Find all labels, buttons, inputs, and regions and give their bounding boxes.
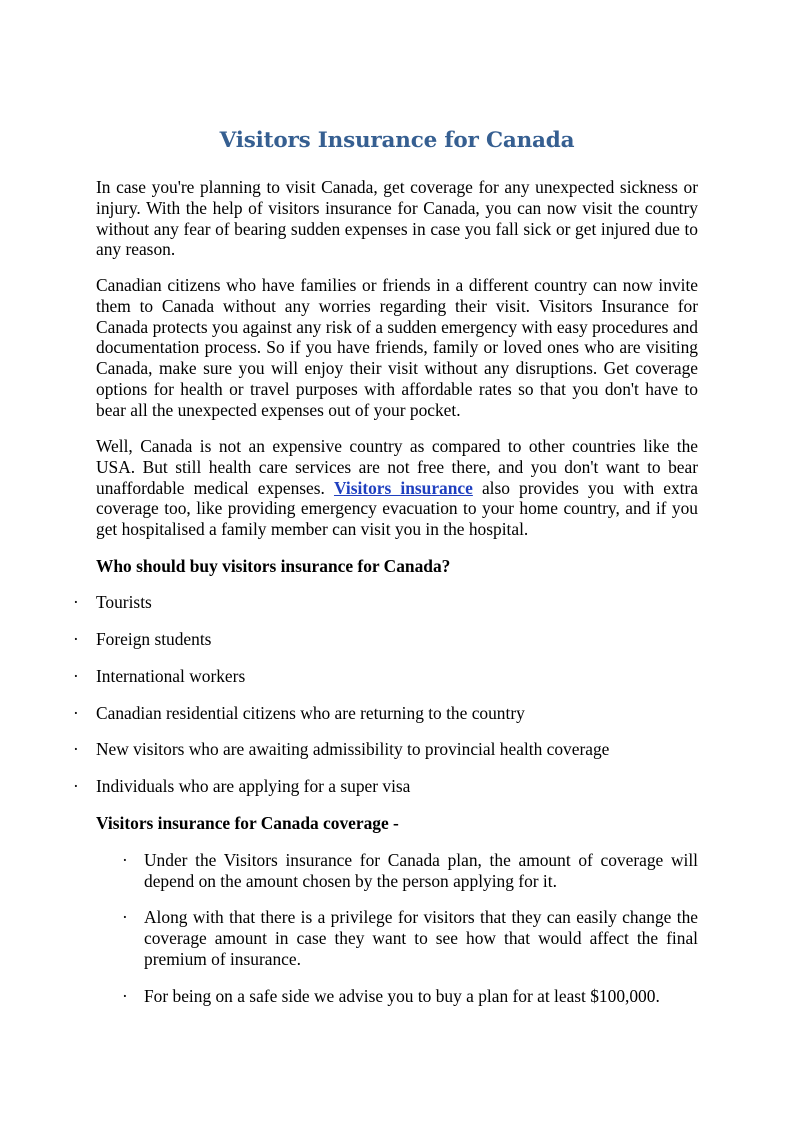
bullet-icon: · bbox=[73, 703, 79, 723]
bullet-icon: · bbox=[73, 739, 79, 759]
visitors-insurance-link[interactable]: Visitors insurance bbox=[333, 477, 473, 498]
bullet-icon: · bbox=[122, 907, 128, 927]
list-item-text: Canadian residential citizens who are returning to the country bbox=[96, 703, 525, 723]
bullet-icon: · bbox=[73, 666, 79, 686]
who-heading: Who should buy visitors insurance for Canada? bbox=[96, 556, 451, 576]
bullet-icon: · bbox=[73, 776, 79, 796]
cost-text-before: Well, Canada is not an expensive country as compared to other countries like the USA. But still health care services are not free there, and you don't want to bear unaffordable medical expenses. bbox=[96, 436, 698, 498]
page-title: Visitors Insurance for Canada bbox=[219, 128, 575, 153]
list-item-text: Individuals who are applying for a super visa bbox=[96, 776, 411, 796]
intro-paragraph: In case you're planning to visit Canada, get coverage for any unexpected sickness or injury. With the help of visitors insurance for Canada, you can now visit the country without any fear of bearing sudden expenses in case you fall sick or get injured due to any reason. bbox=[96, 177, 698, 260]
bullet-icon: · bbox=[73, 592, 79, 612]
list-item-text: Along with that there is a privilege for visitors that they can easily change the coverage amount in case they want to see how that would affect the final premium of insurance. bbox=[144, 907, 698, 969]
list-item-text: Tourists bbox=[96, 592, 152, 612]
list-item-text: New visitors who are awaiting admissibility to provincial health coverage bbox=[96, 739, 610, 759]
list-item-text: Under the Visitors insurance for Canada plan, the amount of coverage will depend on the amount chosen by the person applying for it. bbox=[144, 850, 698, 891]
list-item-text: International workers bbox=[96, 666, 246, 686]
bullet-icon: · bbox=[122, 850, 128, 870]
cost-paragraph bbox=[96, 436, 698, 540]
cost-text-after: also provides you with extra coverage too, like providing emergency evacuation to your home country, and if you get hospitalised a family member can visit you in the hospital. bbox=[96, 477, 698, 540]
list-item-text: For being on a safe side we advise you to buy a plan for at least $100,000. bbox=[144, 986, 660, 1006]
bullet-icon: · bbox=[122, 986, 128, 1006]
citizens-paragraph: Canadian citizens who have families or friends in a different country can now invite them to Canada without any worries regarding their visit. Visitors Insurance for Canada protects you against any risk of a sudden emergency with easy procedures and documentation process. So if you have friends, family or loved ones who are visiting Canada, make sure you will enjoy their visit without any disruptions. Get coverage options for health or travel purposes with affordable rates so that you don't have to bear all the unexpected expenses out of your pocket. bbox=[96, 275, 698, 420]
coverage-heading: Visitors insurance for Canada coverage - bbox=[96, 813, 399, 833]
list-item-text: Foreign students bbox=[96, 629, 212, 649]
bullet-icon: · bbox=[73, 629, 79, 649]
